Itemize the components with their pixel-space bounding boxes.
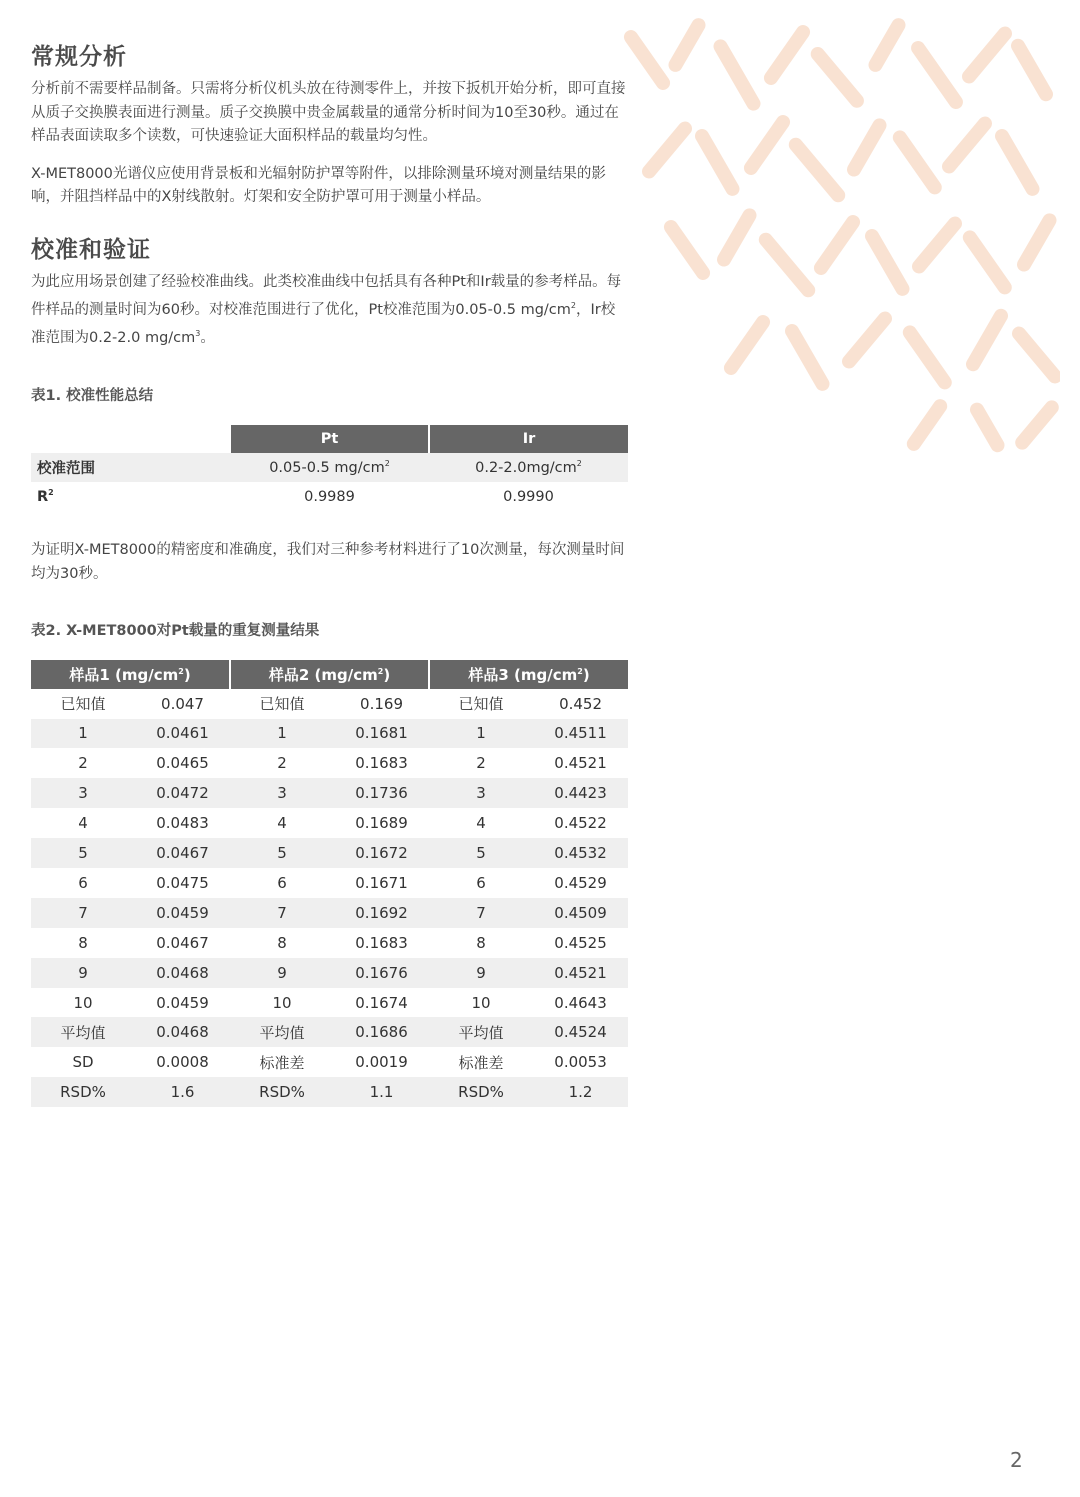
table-cell: 0.1681 <box>334 719 429 749</box>
table-cell: 0.0467 <box>135 838 230 868</box>
table-cell: 0.4532 <box>533 838 628 868</box>
table-cell: 2 <box>277 754 287 773</box>
table-cell: 0.0468 <box>135 958 230 988</box>
table-cell: 平均值 <box>230 1017 334 1047</box>
table-cell: 0.4521 <box>554 754 607 773</box>
paragraph-analysis: 分析前不需要样品制备。只需将分析仪机头放在待测零件上，并按下扳机开始分析，即可直接从质子交换膜表面进行测量。质子交换膜中贵金属载量的通常分析时间为10至30秒。通过在样品表面读取多个读数，可快速验证大面积样品的载量均匀性。 <box>31 81 626 144</box>
table-cell: 10 <box>471 993 491 1012</box>
table-cell: 0.4529 <box>554 873 607 892</box>
table-cell: 0.0459 <box>156 993 209 1012</box>
table-cell: 4 <box>78 814 88 833</box>
table2-header-sample1: 样品1 $(mg/cm^2)$ <box>31 660 230 689</box>
table-cell: 0.0459 <box>135 898 230 928</box>
page-content <box>31 38 628 1107</box>
paragraph-accessories: X-MET8000光谱仪应使用背景板和光辐射防护罩等附件，以排除测量环境对测量结果的影响，并阻挡样品中的X射线散射。灯架和安全防护罩可用于测量小样品。 <box>31 165 606 205</box>
table-row <box>31 958 628 988</box>
table2-header-sample3: 样品3 $(mg/cm^2)$ <box>429 660 628 689</box>
table-cell: 7 <box>429 898 533 928</box>
table-cell: 0.047 <box>161 694 204 713</box>
table-row <box>31 1017 628 1047</box>
table1-header-ir: Ir <box>429 425 628 453</box>
table-cell: 0.4643 <box>554 993 607 1012</box>
table-row <box>31 689 628 719</box>
table-cell: 6 <box>78 873 88 892</box>
table-cell: SD <box>72 1053 94 1072</box>
table-cell: 9 <box>429 958 533 988</box>
table-cell: 平均值 <box>31 1017 135 1047</box>
table-cell: 1.6 <box>135 1077 230 1107</box>
table-cell: 0.4509 <box>533 898 628 928</box>
table-cell: 已知值 <box>60 695 106 714</box>
table-cell: 1 <box>31 719 135 749</box>
table-cell: 1 <box>230 719 334 749</box>
table-row <box>31 808 628 838</box>
table-cell: 10 <box>272 993 292 1012</box>
table-row <box>31 898 628 928</box>
table-cell: 2 <box>78 754 88 773</box>
table-cell: 已知值 <box>259 695 305 714</box>
table-cell: 3 <box>31 778 135 808</box>
table-cell: 0.0019 <box>355 1053 408 1072</box>
table-row <box>31 1047 628 1077</box>
table-cell: 0.1674 <box>355 993 408 1012</box>
section-title-calibration: 校准和验证 <box>31 236 151 263</box>
table-cell: 8 <box>476 933 486 952</box>
table-cell: 5 <box>429 838 533 868</box>
table-cell: 0.0461 <box>135 719 230 749</box>
table-cell: 0.1736 <box>334 778 429 808</box>
decorative-pattern <box>620 15 1060 465</box>
table-row <box>31 748 628 778</box>
repeat-measurement-table <box>31 660 628 1107</box>
table-cell: 9 <box>230 958 334 988</box>
table-cell: 3 <box>429 778 533 808</box>
table-cell: 0.0053 <box>554 1053 607 1072</box>
table-row: 校准范围 0.05-0.5 $mg/cm^2$ $0.2-2.0mg/cm^2$ <box>31 453 628 482</box>
table-cell: 1.1 <box>334 1077 429 1107</box>
table1-caption: 表1. 校准性能总结 <box>31 387 154 404</box>
table-cell: 0.1692 <box>334 898 429 928</box>
table-cell: 1 <box>429 719 533 749</box>
table-cell: 4 <box>476 814 486 833</box>
table-cell: 0.1683 <box>355 754 408 773</box>
table-cell: 0.1676 <box>334 958 429 988</box>
table-cell: 0.0465 <box>156 754 209 773</box>
table-row <box>31 838 628 868</box>
table-cell: 0.1686 <box>334 1017 429 1047</box>
table-cell: 4 <box>277 814 287 833</box>
table-cell: 5 <box>31 838 135 868</box>
table-cell: 0.4525 <box>554 933 607 952</box>
table-cell: 5 <box>230 838 334 868</box>
table-cell: 0.0008 <box>156 1053 209 1072</box>
table1-header-pt: Pt <box>230 425 429 453</box>
calibration-table <box>31 425 628 511</box>
table-cell: 9 <box>31 958 135 988</box>
table-row <box>31 928 628 958</box>
table-row <box>31 778 628 808</box>
table-cell: 6 <box>277 873 287 892</box>
table-row <box>31 719 628 749</box>
table-cell: 0.452 <box>559 694 603 713</box>
table2-caption: 表2. X-MET8000对Pt载量的重复测量结果 <box>31 623 320 640</box>
table-row: $R^2$ 0.9989 0.9990 <box>37 488 554 506</box>
section-title-routine-analysis: 常规分析 <box>31 44 127 70</box>
table-cell: 0.4521 <box>533 958 628 988</box>
table2-header-sample2: 样品2 $(mg/cm^2)$ <box>230 660 429 689</box>
table-cell: 0.0468 <box>135 1017 230 1047</box>
table-row <box>31 988 628 1018</box>
table-cell: 0.1689 <box>355 814 408 833</box>
table-cell: 平均值 <box>429 1017 533 1047</box>
table-cell: 8 <box>277 933 287 952</box>
table-cell: 0.4524 <box>533 1017 628 1047</box>
table-row <box>31 868 628 898</box>
paragraph-calibration: 为此应用场景创建了经验校准曲线。此类校准曲线中包括具有各种Pt和Ir载量的参考样品。每件样品的测量时间为60秒。对校准范围进行了优化，Pt校准范围为0.05-0.5 $mg/cm^2$，Ir校准范围为0.2-2.0 $mg/cm^3$。 <box>31 273 622 347</box>
table-cell: 1.2 <box>533 1077 628 1107</box>
table-cell: 标准差 <box>458 1053 504 1072</box>
table-cell: 6 <box>476 873 486 892</box>
table2-body <box>31 689 628 1107</box>
table-cell: RSD% <box>31 1077 135 1107</box>
table-cell: 0.169 <box>360 694 403 713</box>
table-cell: 0.1683 <box>355 933 408 952</box>
table-cell: 7 <box>31 898 135 928</box>
table-cell: 2 <box>476 754 486 773</box>
table-cell: RSD% <box>230 1077 334 1107</box>
table-cell: 0.4522 <box>554 814 607 833</box>
table-cell: 0.0483 <box>156 814 209 833</box>
table-cell: 0.4423 <box>533 778 628 808</box>
table-cell: 0.0467 <box>156 933 209 952</box>
table-cell: 标准差 <box>259 1053 305 1072</box>
table-cell: 7 <box>230 898 334 928</box>
paragraph-precision: 为证明X-MET8000的精密度和准确度，我们对三种参考材料进行了10次测量，每次测量时间均为30秒。 <box>31 542 625 582</box>
table-cell: 10 <box>73 993 93 1012</box>
table-cell: 已知值 <box>458 695 504 714</box>
table-cell: 3 <box>230 778 334 808</box>
table-row <box>31 1077 628 1107</box>
table-cell: 0.0475 <box>156 873 209 892</box>
table-cell: RSD% <box>429 1077 533 1107</box>
table-cell: 8 <box>78 933 88 952</box>
table-cell: 0.0472 <box>135 778 230 808</box>
table-cell: 0.1671 <box>355 873 408 892</box>
table-cell: 0.4511 <box>533 719 628 749</box>
page-number: 2 <box>1010 1448 1023 1472</box>
table-cell: 0.1672 <box>334 838 429 868</box>
